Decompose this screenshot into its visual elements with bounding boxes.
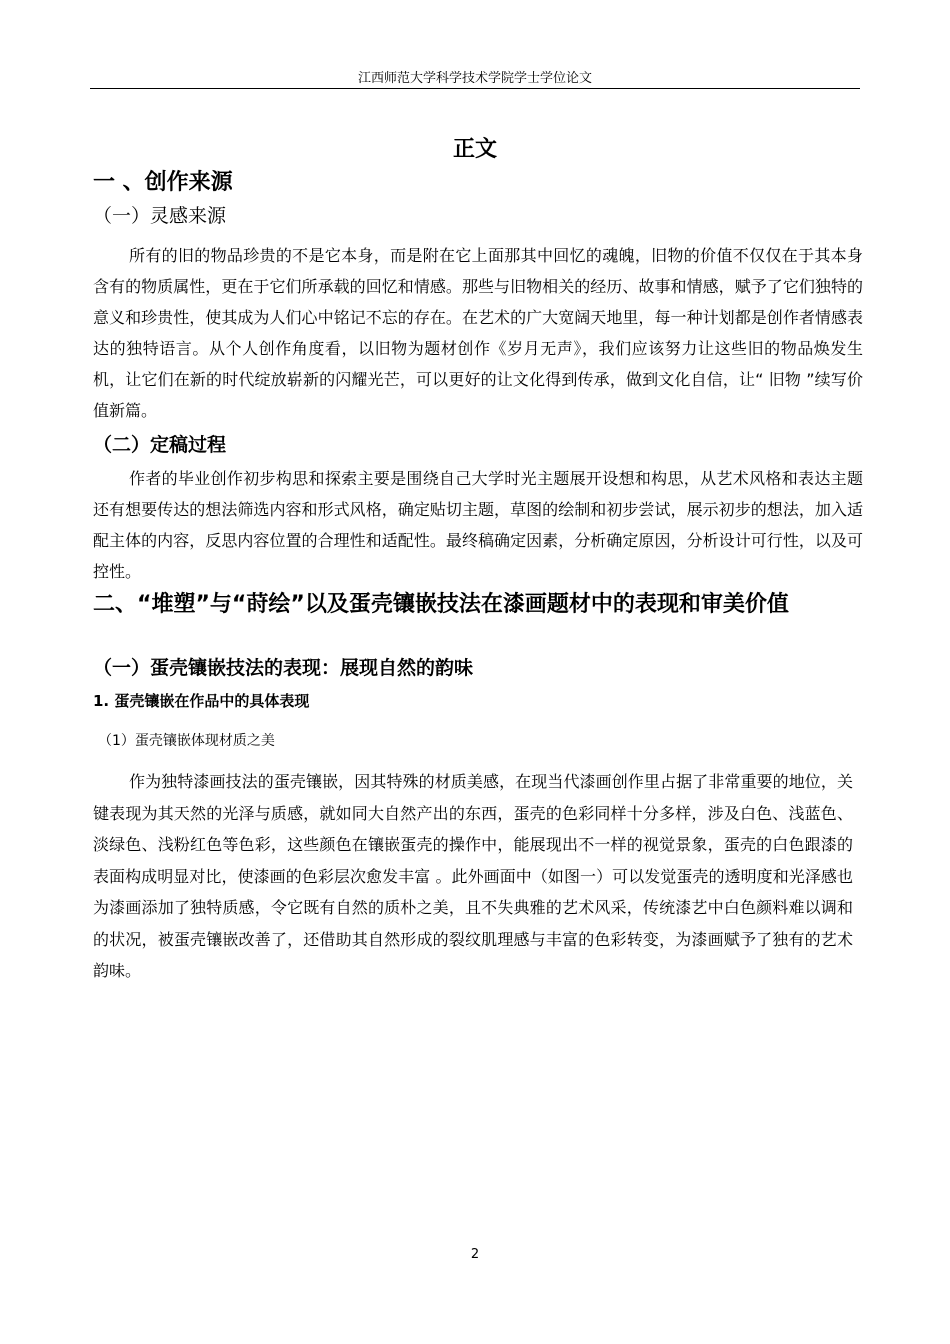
- section1-sub2-paragraph: 作者的毕业创作初步构思和探索主要是围绕自己大学时光主题展开设想和构思，从艺术风格和表达主题还有想要传达的想法筛选内容和形式风格，确定贴切主题，草图的绘制和初步尝试，展示初步的想法，加入适配主体的内容，反思内容位置的合理性和适配性。最终稿确定因素，分析确定原因，分析设计可行性，以及可控性。: [93, 469, 863, 581]
- section1-sub1-heading: （一）灵感来源: [93, 205, 227, 227]
- running-header: 江西师范大学科学技术学院学士学位论文: [357, 71, 592, 86]
- page-title: 正文: [452, 137, 497, 162]
- section1-sub2-heading: （二）定稿过程: [93, 434, 227, 456]
- header-divider: [90, 88, 860, 89]
- section2-subitem1-heading: （1）蛋壳镶嵌体现材质之美: [98, 733, 275, 749]
- section2-item1-heading: 1. 蛋壳镶嵌在作品中的具体表现: [93, 692, 310, 710]
- page-number: 2: [470, 1247, 480, 1262]
- section2-sub1-heading: （一）蛋壳镶嵌技法的表现：展现自然的韵味: [93, 657, 474, 679]
- section2-subitem1-paragraph: 作为独特漆画技法的蛋壳镶嵌，因其特殊的材质美感，在现当代漆画创作里占据了非常重要的地位，关键表现为其天然的光泽与质感，就如同大自然产出的东西，蛋壳的色彩同样十分多样，涉及白色、浅蓝色、淡绿色、浅粉红色等色彩，这些颜色在镶嵌蛋壳的操作中，能展现出不一样的视觉景象，蛋壳的白色跟漆的表面构成明显对比，使漆画的色彩层次愈发丰富 。此外画面中（如图一）可以发觉蛋壳的透明度和光泽感也为漆画添加了独特质感，令它既有自然的质朴之美，且不失典雅的艺术风采，传统漆艺中白色颜料难以调和的状况，被蛋壳镶嵌改善了，还借助其自然形成的裂纹肌理感与丰富的色彩转变，为漆画赋予了独有的艺术韵味。: [93, 772, 853, 980]
- section2-heading: 二、“堆塑”与“莳绘”以及蛋壳镶嵌技法在漆画题材中的表现和审美价值: [93, 592, 789, 617]
- section1-heading: 一 、创作来源: [93, 170, 233, 195]
- section1-sub1-paragraph: 所有的旧的物品珍贵的不是它本身，而是附在它上面那其中回忆的魂魄，旧物的价值不仅仅在于其本身含有的物质属性，更在于它们所承载的回忆和情感。那些与旧物相关的经历、故事和情感，赋予了它们独特的意义和珍贵性，使其成为人们心中铭记不忘的存在。在艺术的广大宽阔天地里，每一种计划都是创作者情感表达的独特语言。从个人创作角度看，以旧物为题材创作《岁月无声》，我们应该努力让这些旧的物品焕发生机，让它们在新的时代绽放崭新的闪耀光芒，可以更好的让文化得到传承，做到文化自信，让“ 旧物 ”续写价值新篇。: [93, 246, 863, 420]
